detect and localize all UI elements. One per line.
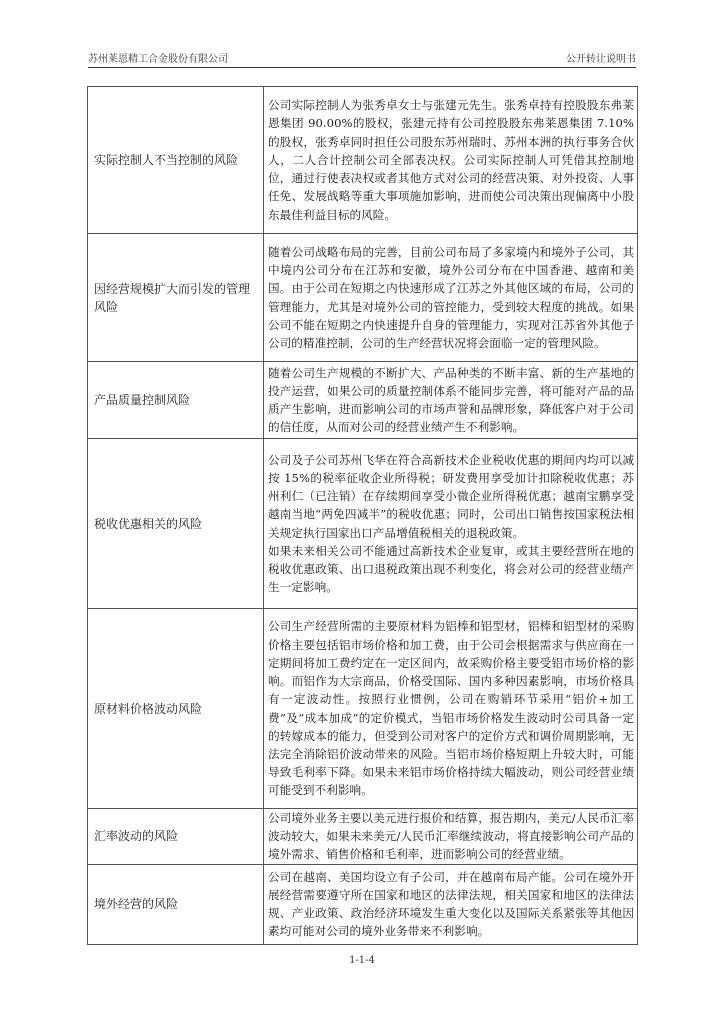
company-name: 苏州莱恩精工合金股份有限公司	[88, 54, 228, 65]
table-row	[88, 87, 638, 234]
document-title: 公开转让说明书	[566, 54, 636, 65]
risk-description	[264, 87, 638, 234]
risk-paragraph: 公司境外业务主要以美元进行报价和结算，报告期内，美元/人民币汇率波动较大，如果未来美元/人民币汇率继续波动，将直接影响公司产品的境外需求、销售价格和毛利率，进而影响公司的经营业绩。	[268, 811, 634, 862]
risk-paragraph: 公司实际控制人为张秀卓女士与张建元先生。张秀卓持有控股股东弗莱恩集团 90.00%的股权，张建元持有公司控股股东弗莱恩集团 7.10%的股权，张秀卓同时担任公司股东苏州瑞时、苏州本洲的执行事务合伙人，二人合计控制公司全部表决权。公司实际控制人可凭借其控制地位，通过行使表决权或者其他方式对公司的经营决策、对外投资、人事任免、发展战略等重大事项施加影响，进而使公司决策出现偏离中小股东最佳利益目标的风险。	[268, 98, 634, 222]
risk-name: 因经营规模扩大而引发的管理风险	[88, 234, 264, 362]
risk-description	[264, 439, 638, 609]
table-row	[88, 362, 638, 439]
risk-paragraph: 随着公司战略布局的完善，目前公司布局了多家境内和境外子公司，其中境内公司分布在江苏和安徽，境外公司分布在中国香港、越南和美国。由于公司在短期之内快速形成了江苏之外其他区域的布局，公司的管理能力，尤其是对境外公司的管控能力，受到较大程度的挑战。如果公司不能在短期之内快速提升自身的管理能力，实现对江苏省外其他子公司的精准控制，公司的生产经营状况将会面临一定的管理风险。	[268, 244, 634, 350]
table-row	[88, 609, 638, 809]
risk-name: 实际控制人不当控制的风险	[88, 87, 264, 234]
risk-name: 税收优惠相关的风险	[88, 439, 264, 609]
risk-name: 境外经营的风险	[88, 864, 264, 944]
table-row	[88, 864, 638, 944]
risk-paragraph: 公司在越南、美国均设立有子公司，并在越南布局产能。公司在境外开展经营需要遵守所在国家和地区的法律法规，相关国家和地区的法律法规、产业政策、政治经济环境发生重大变化以及国际关系紧张等其他因素均可能对公司的境外业务带来不利影响。	[268, 869, 634, 939]
risk-paragraph: 公司生产经营所需的主要原材料为铝棒和铝型材，铝棒和铝型材的采购价格主要包括铝市场价格和加工费，由于公司会根据需求与供应商在一定期间将加工费约定在一定区间内，故采购价格主要受铝市场价格的影响。而铝作为大宗商品，价格受国际、国内多种因素影响，市场价格具有一定波动性。按照行业惯例，公司在购销环节采用“铝价+加工费”及“成本加成”的定价模式，当铝市场价格发生波动时公司具备一定的转嫁成本的能力，但受到公司对客户的定价方式和调价周期影响，无法完全消除铝价波动带来的风险。当铝市场价格短期上升较大时，可能导致毛利率下降。如果未来铝市场价格持续大幅波动，则公司经营业绩可能受到不利影响。	[268, 619, 634, 798]
table-row	[88, 234, 638, 362]
risk-table	[87, 86, 638, 945]
risk-name: 原材料价格波动风险	[88, 609, 264, 809]
table-row	[88, 809, 638, 865]
risk-name: 汇率波动的风险	[88, 809, 264, 865]
page-header	[88, 48, 636, 66]
risk-description	[264, 609, 638, 809]
risk-name: 产品质量控制风险	[88, 362, 264, 439]
page-number: 1-1-4	[349, 955, 375, 966]
table-row	[88, 439, 638, 609]
risk-paragraph: 随着公司生产规模的不断扩大、产品种类的不断丰富、新的生产基地的投产运营，如果公司的质量控制体系不能同步完善，将可能对产品的品质产生影响，进而影响公司的市场声誉和品牌形象，降低客户对于公司的信任度，从而对公司的经营业绩产生不利影响。	[268, 365, 634, 435]
risk-paragraph: 公司及子公司苏州飞华在符合高新技术企业税收优惠的期间内均可以减按 15%的税率征收企业所得税；研发费用享受加计扣除税收优惠；苏州利仁（已注销）在存续期间享受小微企业所得税优惠；越南宝鹏享受越南当地“两免四减半”的税收优惠；同时，公司出口销售按国家税法相关规定执行国家出口产品增值税相关的退税政策。	[268, 452, 634, 540]
risk-paragraph: 如果未来相关公司不能通过高新技术企业复审，或其主要经营所在地的税收优惠政策、出口退税政策出现不利变化，将会对公司的经营业绩产生一定影响。	[268, 543, 634, 595]
risk-description	[264, 234, 638, 362]
risk-description	[264, 809, 638, 865]
risk-description	[264, 362, 638, 439]
header-divider	[88, 67, 636, 68]
risk-description	[264, 864, 638, 944]
